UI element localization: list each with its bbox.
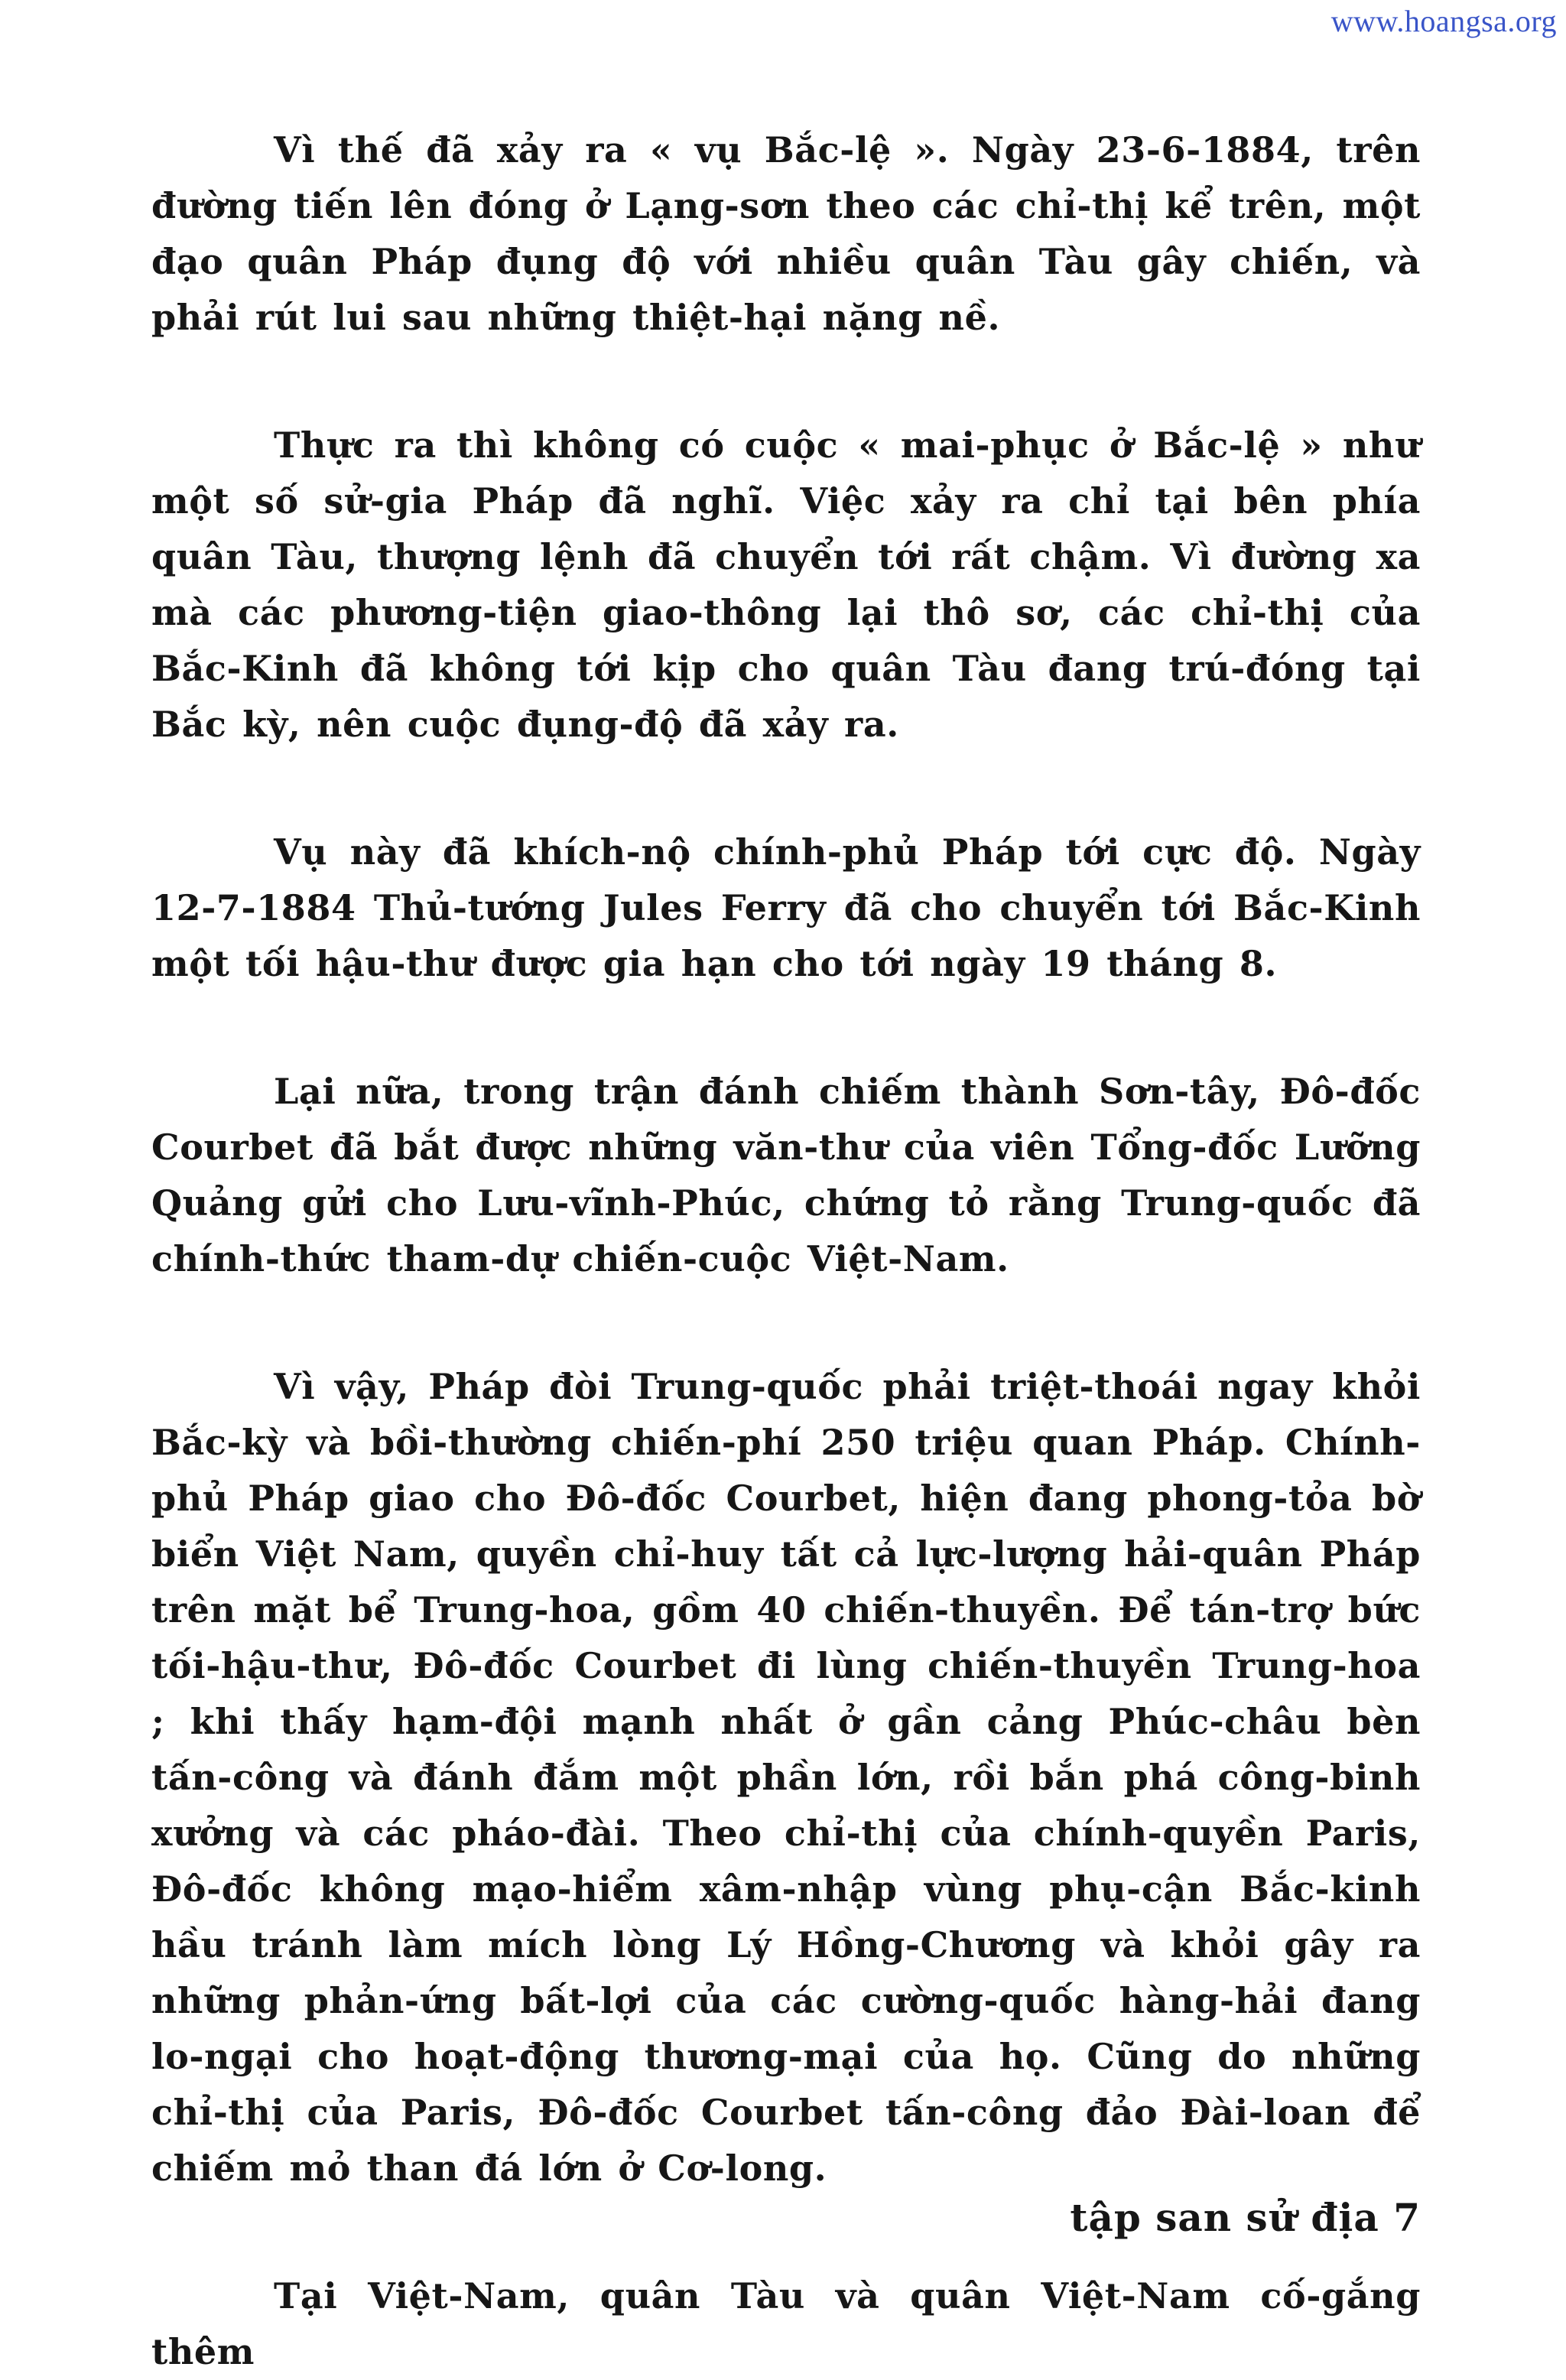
paragraph-continued: Tại Việt-Nam, quân Tàu và quân Việt-Nam cố-gắng thêm bbox=[151, 2275, 1421, 2372]
page-body bbox=[151, 122, 1421, 2380]
page-footer bbox=[1070, 2195, 1421, 2240]
paragraph-son-tay: Lại nữa, trong trận đánh chiếm thành Sơn-tây, Đô-đốc Courbet đã bắt được những văn-thư của viên Tổng-đốc Lưỡng Quảng gửi cho Lưu-vĩnh-Phúc, chứng tỏ rằng Trung-quốc đã chính-thức tham-dự chiến-cuộc Việt-Nam. bbox=[151, 1071, 1421, 1279]
paragraph-bac-le-incident: Vì thế đã xảy ra « vụ Bắc-lệ ». Ngày 23-6-1884, trên đường tiến lên đóng ở Lạng-sơn theo các chỉ-thị kể trên, một đạo quân Pháp đụng độ với nhiều quân Tàu gây chiến, và phải rút lui sau những thiệt-hại nặng nề. bbox=[151, 129, 1421, 338]
watermark-url[interactable]: www.hoangsa.org bbox=[1330, 4, 1557, 38]
page-number: 7 bbox=[1393, 2195, 1421, 2240]
paragraph-ultimatum: Vụ này đã khích-nộ chính-phủ Pháp tới cực độ. Ngày 12-7-1884 Thủ-tướng Jules Ferry đã cho chuyển tới Bắc-Kinh một tối hậu-thư được gia hạn cho tới ngày 19 tháng 8. bbox=[151, 831, 1421, 984]
paragraph-courbet-campaign: Vì vậy, Pháp đòi Trung-quốc phải triệt-thoái ngay khỏi Bắc-kỳ và bồi-thường chiến-phí 250 triệu quan Pháp. Chính-phủ Pháp giao cho Đô-đốc Courbet, hiện đang phong-tỏa bờ biển Việt Nam, quyền chỉ-huy tất cả lực-lượng hải-quân Pháp trên mặt bể Trung-hoa, gồm 40 chiến-thuyền. Để tán-trợ bức tối-hậu-thư, Đô-đốc Courbet đi lùng chiến-thuyền Trung-hoa ; khi thấy hạm-đội mạnh nhất ở gần cảng Phúc-châu bèn tấn-công và đánh đắm một phần lớn, rồi bắn phá công-binh xưởng và các pháo-đài. Theo chỉ-thị của chính-quyền Paris, Đô-đốc không mạo-hiểm xâm-nhập vùng phụ-cận Bắc-kinh hầu tránh làm mích lòng Lý Hồng-Chương và khỏi gây ra những phản-ứng bất-lợi của các cường-quốc hàng-hải đang lo-ngại cho hoạt-động thương-mại của họ. Cũng do những chỉ-thị của Paris, Đô-đốc Courbet tấn-công đảo Đài-loan để chiếm mỏ than đá lớn ở Cơ-long. bbox=[151, 1366, 1421, 2189]
paragraph-no-ambush: Thực ra thì không có cuộc « mai-phục ở Bắc-lệ » như một số sử-gia Pháp đã nghĩ. Việc xảy ra chỉ tại bên phía quân Tàu, thượng lệnh đã chuyển tới rất chậm. Vì đường xa mà các phương-tiện giao-thông lại thô sơ, các chỉ-thị của Bắc-Kinh đã không tới kịp cho quân Tàu đang trú-đóng tại Bắc kỳ, nên cuộc đụng-độ đã xảy ra. bbox=[151, 424, 1421, 745]
magazine-title: tập san sử địa bbox=[1070, 2195, 1379, 2240]
